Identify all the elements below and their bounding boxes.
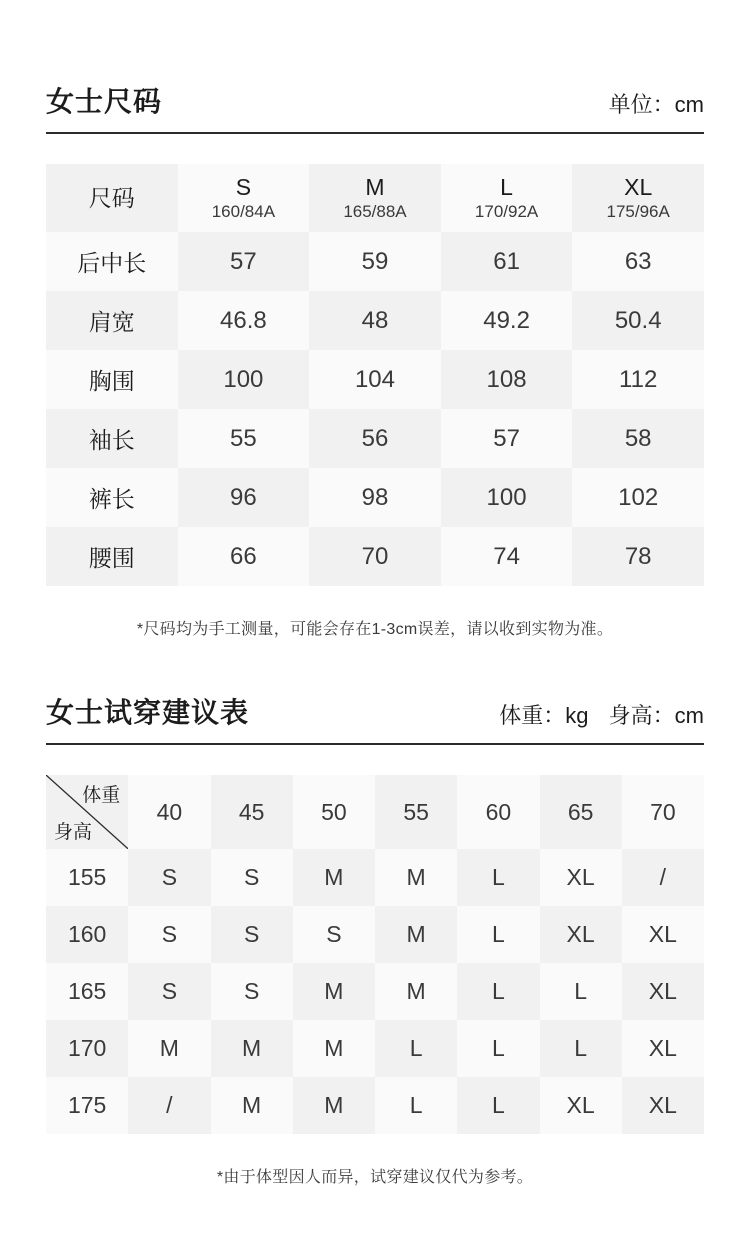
fit-cell: XL: [622, 1020, 704, 1077]
size-cell: 66: [178, 527, 310, 586]
size-cell: 55: [178, 409, 310, 468]
fit-cell: M: [128, 1020, 210, 1077]
table-row: [46, 409, 704, 468]
size-table-note: *尺码均为手工测量，可能会存在1-3cm误差，请以收到实物为准。: [136, 621, 614, 638]
fit-cell: M: [375, 963, 457, 1020]
table-row: [46, 527, 704, 586]
size-cell: 61: [441, 232, 573, 291]
size-header-cell-m: M 165/88A: [309, 164, 441, 232]
fit-advice-section: [0, 639, 750, 1187]
fit-weight-header: 45: [211, 775, 293, 849]
table-row: [46, 1020, 704, 1077]
size-cell: 58: [572, 409, 704, 468]
fit-cell: S: [293, 906, 375, 963]
size-row-label: 腰围: [46, 527, 178, 586]
fit-table-corner-cell: [46, 775, 128, 849]
size-cell: 50.4: [572, 291, 704, 350]
size-cell: 63: [572, 232, 704, 291]
size-cell: 98: [309, 468, 441, 527]
fit-section-header: [46, 699, 704, 745]
fit-table: [46, 775, 704, 1134]
size-header-cell-s: S 160/84A: [178, 164, 310, 232]
fit-table-header-row: [46, 775, 704, 849]
fit-cell: S: [211, 849, 293, 906]
fit-height-label: 175: [46, 1077, 128, 1134]
fit-height-label: 165: [46, 963, 128, 1020]
table-row: [46, 291, 704, 350]
fit-cell: XL: [540, 1077, 622, 1134]
fit-cell: /: [128, 1077, 210, 1134]
fit-cell: S: [211, 906, 293, 963]
fit-weight-header: 65: [540, 775, 622, 849]
fit-cell: L: [457, 1077, 539, 1134]
fit-cell: L: [457, 963, 539, 1020]
size-cell: 112: [572, 350, 704, 409]
table-row: [46, 906, 704, 963]
fit-section-title: 女士试穿建议表: [46, 697, 250, 728]
size-section-unit: 单位：cm: [608, 92, 704, 117]
fit-weight-header: 40: [128, 775, 210, 849]
fit-weight-header: 55: [375, 775, 457, 849]
fit-height-label: 170: [46, 1020, 128, 1077]
fit-cell: M: [293, 1020, 375, 1077]
fit-cell: L: [457, 849, 539, 906]
fit-table-note: *由于体型因人而异，试穿建议仅代为参考。: [216, 1169, 534, 1186]
fit-cell: M: [211, 1077, 293, 1134]
fit-cell: S: [128, 963, 210, 1020]
corner-weight-label: 体重: [82, 785, 121, 806]
fit-weight-header: 70: [622, 775, 704, 849]
size-cell: 108: [441, 350, 573, 409]
fit-section-units: [485, 705, 704, 727]
size-cell: 96: [178, 468, 310, 527]
fit-height-label: 155: [46, 849, 128, 906]
size-cell: 78: [572, 527, 704, 586]
size-row-label: 肩宽: [46, 291, 178, 350]
corner-height-label: 身高: [54, 822, 93, 843]
fit-cell: XL: [622, 906, 704, 963]
fit-unit-height: 身高：cm: [608, 703, 704, 728]
size-cell: 74: [441, 527, 573, 586]
fit-cell: L: [457, 906, 539, 963]
size-header-cell-l: L 170/92A: [441, 164, 573, 232]
size-section-header: [46, 88, 704, 134]
size-cell: 102: [572, 468, 704, 527]
size-table: [46, 164, 704, 586]
size-cell: 70: [309, 527, 441, 586]
size-cell: 100: [441, 468, 573, 527]
fit-cell: M: [211, 1020, 293, 1077]
table-row: [46, 232, 704, 291]
size-header-cell-label: 尺码: [46, 164, 178, 232]
fit-cell: S: [128, 906, 210, 963]
size-cell: 57: [441, 409, 573, 468]
fit-cell: L: [375, 1020, 457, 1077]
fit-cell: S: [211, 963, 293, 1020]
size-row-label: 袖长: [46, 409, 178, 468]
fit-weight-header: 60: [457, 775, 539, 849]
size-table-header-row: [46, 164, 704, 232]
fit-cell: L: [375, 1077, 457, 1134]
fit-cell: M: [375, 849, 457, 906]
size-cell: 104: [309, 350, 441, 409]
size-cell: 57: [178, 232, 310, 291]
fit-cell: L: [540, 1020, 622, 1077]
fit-weight-header: 50: [293, 775, 375, 849]
fit-cell: L: [540, 963, 622, 1020]
fit-cell: M: [293, 849, 375, 906]
size-cell: 48: [309, 291, 441, 350]
fit-height-label: 160: [46, 906, 128, 963]
table-row: [46, 963, 704, 1020]
size-cell: 46.8: [178, 291, 310, 350]
fit-cell: M: [293, 1077, 375, 1134]
fit-unit-weight: 体重：kg: [499, 703, 589, 728]
fit-cell: /: [622, 849, 704, 906]
size-cell: 100: [178, 350, 310, 409]
table-row: [46, 849, 704, 906]
fit-cell: XL: [540, 906, 622, 963]
fit-cell: XL: [622, 1077, 704, 1134]
size-cell: 56: [309, 409, 441, 468]
size-section-title: 女士尺码: [46, 86, 163, 117]
size-row-label: 胸围: [46, 350, 178, 409]
size-header-cell-xl: XL 175/96A: [572, 164, 704, 232]
table-row: [46, 1077, 704, 1134]
table-row: [46, 350, 704, 409]
fit-cell: S: [128, 849, 210, 906]
size-row-label: 后中长: [46, 232, 178, 291]
size-cell: 49.2: [441, 291, 573, 350]
size-cell: 59: [309, 232, 441, 291]
fit-cell: M: [293, 963, 375, 1020]
size-row-label: 裤长: [46, 468, 178, 527]
fit-cell: XL: [540, 849, 622, 906]
fit-cell: XL: [622, 963, 704, 1020]
table-row: [46, 468, 704, 527]
fit-cell: L: [457, 1020, 539, 1077]
fit-cell: M: [375, 906, 457, 963]
